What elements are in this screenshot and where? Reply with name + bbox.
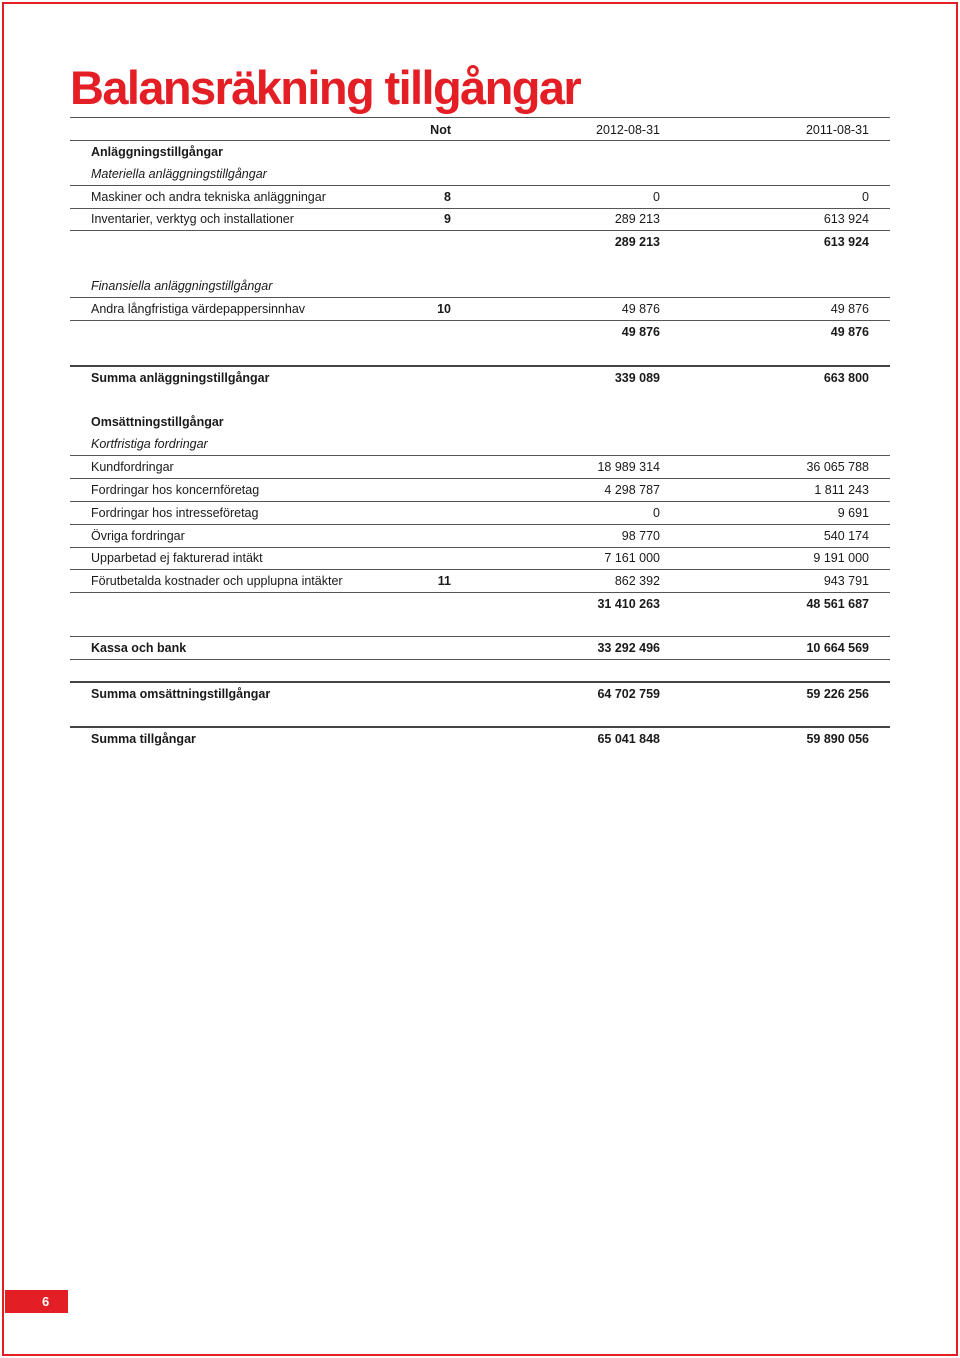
row-value-2011: 943 791 bbox=[823, 574, 869, 588]
row-label: Kortfristiga fordringar bbox=[91, 437, 208, 451]
section-heading bbox=[70, 411, 890, 433]
row-value-2011: 36 065 788 bbox=[806, 460, 869, 474]
total-2011: 663 800 bbox=[823, 371, 869, 385]
grand-total-row bbox=[70, 728, 890, 750]
total-2012: 64 702 759 bbox=[597, 687, 660, 701]
subtotal-2012: 289 213 bbox=[614, 235, 660, 249]
row-value-2012: 98 770 bbox=[621, 529, 660, 543]
row-value-2011: 613 924 bbox=[823, 212, 869, 226]
table-row bbox=[70, 547, 890, 569]
table-row bbox=[70, 502, 890, 524]
header-top-rule bbox=[70, 117, 890, 118]
row-label: Anläggningstillgångar bbox=[91, 145, 223, 159]
row-rule bbox=[70, 659, 890, 660]
row-label: Summa tillgångar bbox=[91, 732, 196, 746]
subtotal-2012: 31 410 263 bbox=[597, 597, 660, 611]
table-row bbox=[70, 570, 890, 592]
table-row bbox=[70, 186, 890, 208]
grand-total-2011: 59 890 056 bbox=[806, 732, 869, 746]
row-value-2012: 0 bbox=[653, 190, 660, 204]
row-label: Upparbetad ej fakturerad intäkt bbox=[91, 551, 263, 565]
table-row bbox=[70, 208, 890, 230]
row-value-2011: 540 174 bbox=[823, 529, 869, 543]
page-number: 6 bbox=[42, 1294, 50, 1309]
row-label: Summa omsättningstillgångar bbox=[91, 687, 271, 701]
subsection-heading bbox=[70, 275, 890, 297]
row-value-2012: 289 213 bbox=[614, 212, 660, 226]
row-value-2012: 7 161 000 bbox=[604, 551, 660, 565]
subtotal-row bbox=[70, 231, 890, 253]
row-label: Övriga fordringar bbox=[91, 529, 185, 543]
section-heading bbox=[70, 141, 890, 163]
column-header-row bbox=[70, 119, 890, 141]
subsection-heading bbox=[70, 433, 890, 455]
row-label: Maskiner och andra tekniska anläggningar bbox=[91, 190, 326, 204]
subsection-heading bbox=[70, 163, 890, 185]
row-label: Inventarier, verktyg och installationer bbox=[91, 212, 294, 226]
row-value-2012: 0 bbox=[653, 506, 660, 520]
total-row bbox=[70, 683, 890, 705]
total-2012: 339 089 bbox=[614, 371, 660, 385]
row-label: Kassa och bank bbox=[91, 641, 187, 655]
row-value-2012: 49 876 bbox=[621, 302, 660, 316]
row-not: 10 bbox=[437, 302, 451, 316]
subtotal-2011: 49 876 bbox=[830, 325, 869, 339]
table-row bbox=[70, 525, 890, 547]
total-2012: 33 292 496 bbox=[597, 641, 660, 655]
grand-total-2012: 65 041 848 bbox=[597, 732, 660, 746]
total-row bbox=[70, 637, 890, 659]
subtotal-row bbox=[70, 321, 890, 343]
row-not: 9 bbox=[444, 212, 451, 226]
row-label: Materiella anläggningstillgångar bbox=[91, 167, 267, 181]
header-year-2012: 2012-08-31 bbox=[596, 123, 660, 137]
table-row bbox=[70, 298, 890, 320]
row-not: 11 bbox=[437, 574, 451, 588]
row-label: Summa anläggningstillgångar bbox=[91, 371, 270, 385]
row-value-2011: 0 bbox=[862, 190, 869, 204]
row-value-2011: 9 191 000 bbox=[813, 551, 869, 565]
row-label: Andra långfristiga värdepappersinnhav bbox=[91, 302, 306, 316]
table-row bbox=[70, 479, 890, 501]
subtotal-2011: 48 561 687 bbox=[806, 597, 869, 611]
row-label: Fordringar hos koncernföretag bbox=[91, 483, 260, 497]
row-label: Kundfordringar bbox=[91, 460, 174, 474]
subtotal-2012: 49 876 bbox=[621, 325, 660, 339]
row-label: Finansiella anläggningstillgångar bbox=[91, 279, 273, 293]
row-not: 8 bbox=[444, 190, 451, 204]
header-not: Not bbox=[430, 123, 451, 137]
row-label: Förutbetalda kostnader och upplupna intäkter bbox=[91, 574, 343, 588]
page-title: Balansräkning tillgångar bbox=[70, 61, 581, 114]
row-label: Omsättningstillgångar bbox=[91, 415, 224, 429]
row-value-2011: 49 876 bbox=[830, 302, 869, 316]
total-2011: 10 664 569 bbox=[806, 641, 869, 655]
page-number-tab bbox=[5, 1290, 68, 1313]
row-value-2012: 4 298 787 bbox=[604, 483, 660, 497]
row-value-2012: 862 392 bbox=[614, 574, 660, 588]
header-year-2011: 2011-08-31 bbox=[805, 123, 869, 137]
row-value-2012: 18 989 314 bbox=[597, 460, 660, 474]
table-row bbox=[70, 456, 890, 478]
total-2011: 59 226 256 bbox=[806, 687, 869, 701]
subtotal-2011: 613 924 bbox=[823, 235, 869, 249]
total-row bbox=[70, 367, 890, 389]
row-value-2011: 1 811 243 bbox=[814, 483, 869, 497]
row-label: Fordringar hos intresseföretag bbox=[91, 506, 259, 520]
subtotal-row bbox=[70, 593, 890, 615]
row-value-2011: 9 691 bbox=[837, 506, 869, 520]
